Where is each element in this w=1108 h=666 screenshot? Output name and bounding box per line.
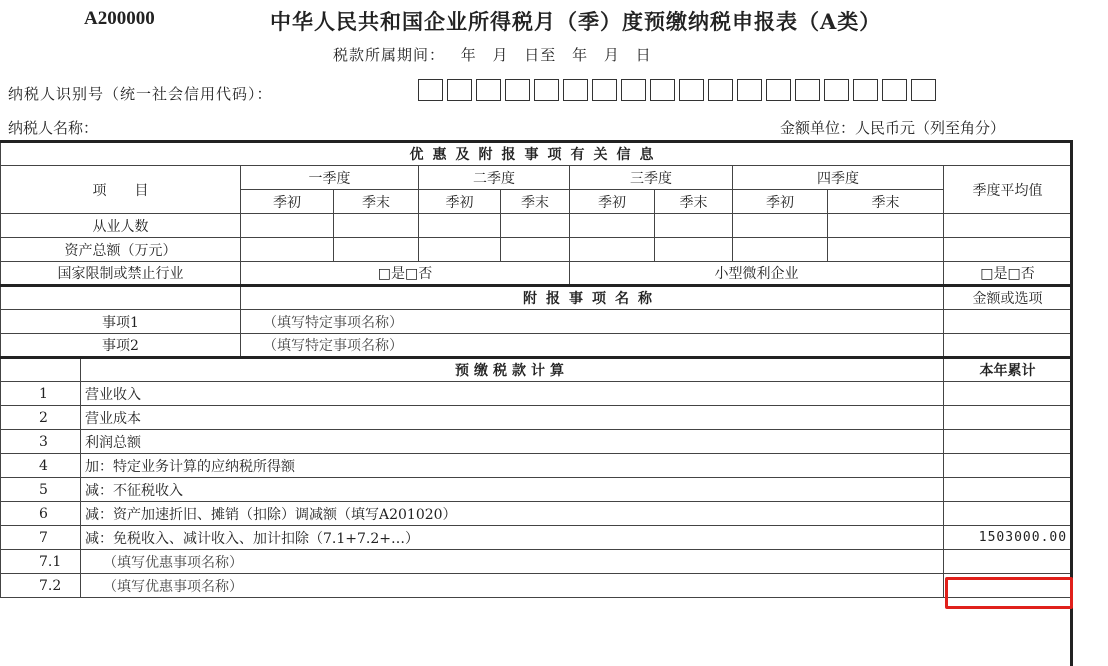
calc-row-number: 7 [1,526,81,550]
calc-row-label: 利润总额 [81,430,944,454]
assets-average[interactable] [944,238,1072,262]
q4-end: 季末 [828,190,944,214]
calc-row-number: 7.1 [1,550,81,574]
small-enterprise-checkbox[interactable]: □是□否 [944,262,1072,286]
attach-blank [1,286,241,310]
calc-row-number: 7.2 [1,574,81,598]
highlight-box [945,577,1073,609]
employees-average[interactable] [944,214,1072,238]
attach-title: 附报事项名称 [241,286,944,310]
taxpayer-id-boxes[interactable] [418,79,936,101]
calc-row-value[interactable] [944,406,1072,430]
calc-row-number: 1 [1,382,81,406]
q2-start: 季初 [419,190,501,214]
calc-row-label: 减：资产加速折旧、摊销（扣除）调减额（填写A201020） [81,502,944,526]
assets-q2-start[interactable] [419,238,501,262]
q3-header: 三季度 [570,166,733,190]
attach-item-2-value[interactable] [944,334,1072,358]
calc-row-number: 4 [1,454,81,478]
calc-row-value[interactable] [944,478,1072,502]
section-title-info: 优惠及附报事项有关信息 [1,142,1072,166]
employees-q4-start[interactable] [733,214,828,238]
amount-unit-label: 金额单位：人民币元（列至角分） [780,119,1006,137]
attach-item-1-value[interactable] [944,310,1072,334]
q3-start: 季初 [570,190,655,214]
restricted-industry-label: 国家限制或禁止行业 [1,262,241,286]
employees-q1-start[interactable] [241,214,334,238]
attach-item-2-label: 事项2 [1,334,241,358]
calc-row-value[interactable] [944,382,1072,406]
calc-row-number: 3 [1,430,81,454]
calc-row [1,550,1072,574]
small-enterprise-label: 小型微利企业 [570,262,944,286]
attach-amount-header: 金额或选项 [944,286,1072,310]
employees-q4-end[interactable] [828,214,944,238]
taxpayer-id-digit-box[interactable] [853,79,878,101]
q1-header: 一季度 [241,166,419,190]
taxpayer-id-label: 纳税人识别号（统一社会信用代码）： [8,85,273,103]
taxpayer-id-digit-box[interactable] [563,79,588,101]
calc-row [1,526,1072,550]
restricted-industry-checkbox[interactable]: □是□否 [241,262,570,286]
taxpayer-id-digit-box[interactable] [592,79,617,101]
taxpayer-id-digit-box[interactable] [708,79,733,101]
q3-end: 季末 [655,190,733,214]
calc-row-value[interactable] [944,502,1072,526]
assets-label: 资产总额（万元） [1,238,241,262]
q4-start: 季初 [733,190,828,214]
calc-row-label: （填写优惠事项名称） [81,574,944,598]
assets-q1-start[interactable] [241,238,334,262]
calc-row-label: 减：不征税收入 [81,478,944,502]
tax-period: 税款所属期间： 年 月 日至 年 月 日 [333,46,652,64]
calc-row-label: 营业收入 [81,382,944,406]
attach-item-1-label: 事项1 [1,310,241,334]
calc-row-number: 6 [1,502,81,526]
form-title: 中华人民共和国企业所得税月（季）度预缴纳税申报表（A类） [270,9,882,34]
calc-row-value[interactable] [944,454,1072,478]
q2-header: 二季度 [419,166,570,190]
calc-row-label: 营业成本 [81,406,944,430]
employees-q2-start[interactable] [419,214,501,238]
taxpayer-id-digit-box[interactable] [679,79,704,101]
taxpayer-id-digit-box[interactable] [476,79,501,101]
employees-q3-start[interactable] [570,214,655,238]
taxpayer-id-digit-box[interactable] [882,79,907,101]
taxpayer-id-digit-box[interactable] [650,79,675,101]
calc-num-header [1,358,81,382]
assets-q4-start[interactable] [733,238,828,262]
taxpayer-id-digit-box[interactable] [505,79,530,101]
assets-q2-end[interactable] [501,238,570,262]
calc-row-label: （填写优惠事项名称） [81,550,944,574]
taxpayer-id-digit-box[interactable] [418,79,443,101]
calc-row-number: 5 [1,478,81,502]
taxpayer-id-digit-box[interactable] [447,79,472,101]
calc-row [1,406,1072,430]
calc-row-value[interactable] [944,430,1072,454]
q2-end: 季末 [501,190,570,214]
item-header: 项 目 [1,166,241,214]
taxpayer-id-digit-box[interactable] [795,79,820,101]
calc-row-label: 减：免税收入、减计收入、加计扣除（7.1+7.2+…） [81,526,944,550]
calc-title: 预缴税款计算 [81,358,944,382]
calc-row-value[interactable] [944,550,1072,574]
q1-start: 季初 [241,190,334,214]
assets-q3-end[interactable] [655,238,733,262]
calc-row [1,574,1072,598]
calc-row-label: 加：特定业务计算的应纳税所得额 [81,454,944,478]
taxpayer-name-label: 纳税人名称： [8,119,99,137]
calc-row [1,430,1072,454]
q4-header: 四季度 [733,166,944,190]
calc-row-value[interactable]: 1503000.00 [944,526,1072,550]
ytd-header: 本年累计 [944,358,1072,382]
calc-row [1,502,1072,526]
taxpayer-id-digit-box[interactable] [534,79,559,101]
taxpayer-id-digit-box[interactable] [911,79,936,101]
employees-q1-end[interactable] [334,214,419,238]
taxpayer-id-digit-box[interactable] [621,79,646,101]
assets-q4-end[interactable] [828,238,944,262]
taxpayer-id-digit-box[interactable] [766,79,791,101]
q1-end: 季末 [334,190,419,214]
average-header: 季度平均值 [944,166,1072,214]
declaration-table [0,140,1072,598]
attach-item-2-desc[interactable]: （填写特定事项名称） [241,334,944,358]
taxpayer-id-digit-box[interactable] [737,79,762,101]
taxpayer-id-digit-box[interactable] [824,79,849,101]
calc-row [1,454,1072,478]
calc-row-number: 2 [1,406,81,430]
assets-q1-end[interactable] [334,238,419,262]
calc-row [1,382,1072,406]
calc-row [1,478,1072,502]
employees-q3-end[interactable] [655,214,733,238]
employees-q2-end[interactable] [501,214,570,238]
attach-item-1-desc[interactable]: （填写特定事项名称） [241,310,944,334]
form-code: A200000 [84,8,155,29]
assets-q3-start[interactable] [570,238,655,262]
employees-label: 从业人数 [1,214,241,238]
